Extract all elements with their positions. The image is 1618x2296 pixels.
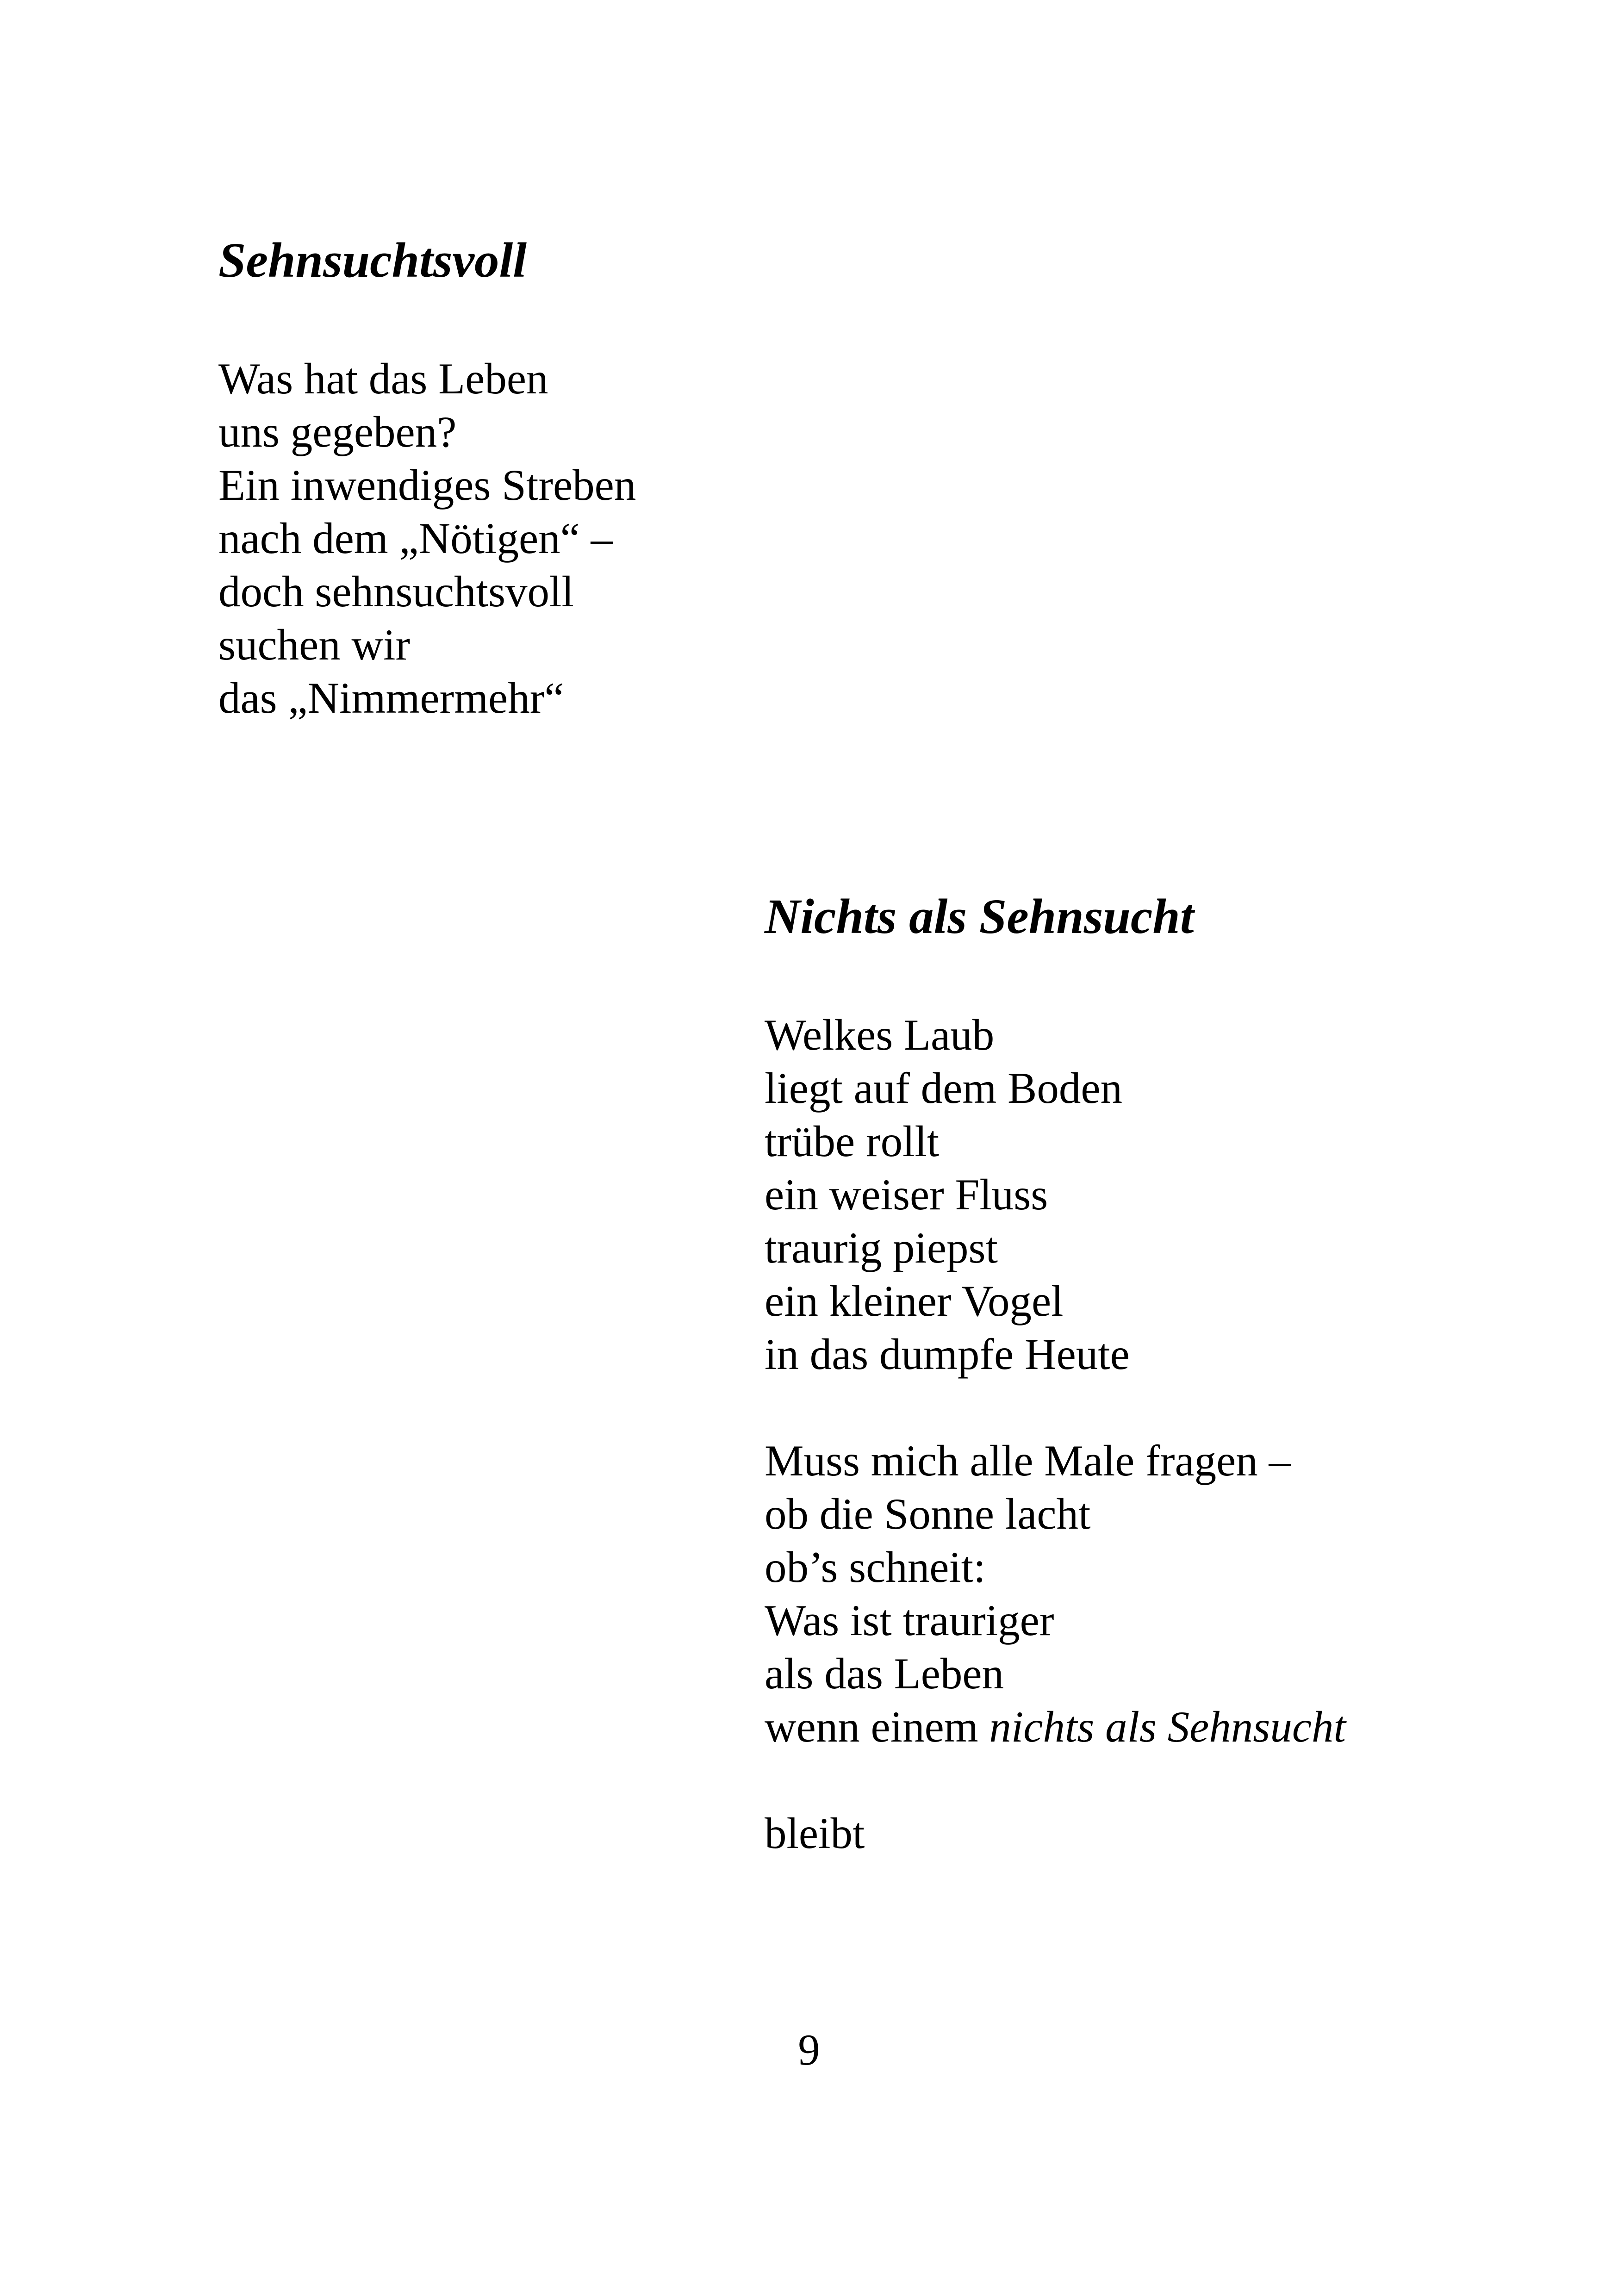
poem-title: Sehnsuchtsvoll (218, 233, 527, 288)
poem-line: Ein inwendiges Streben (218, 460, 636, 510)
poem-line: Was hat das Leben (218, 354, 548, 403)
poem-line: ob die Sonne lacht (765, 1489, 1091, 1538)
poem-line (765, 1700, 1346, 1754)
poem-line: als das Leben (765, 1649, 1004, 1698)
poem-line: das „Nimmermehr“ (218, 673, 564, 722)
poem-line: trübe rollt (765, 1117, 940, 1166)
stanza (765, 1807, 1346, 1860)
poem-line: traurig piepst (765, 1223, 998, 1272)
poem-line: doch sehnsuchtsvoll (218, 567, 574, 616)
poem-line: Welkes Laub (765, 1010, 995, 1059)
poem-line: ein kleiner Vogel (765, 1276, 1064, 1325)
page-number: 9 (798, 2025, 820, 2074)
poem-line: nach dem „Nötigen“ – (218, 514, 613, 563)
poem-line: ob’s schneit: (765, 1543, 986, 1592)
poem-line: Muss mich alle Male fragen – (765, 1436, 1291, 1485)
poem-line: ein weiser Fluss (765, 1170, 1048, 1219)
stanza (218, 352, 636, 725)
stanza (765, 1434, 1346, 1754)
poem-line: Was ist trauriger (765, 1596, 1054, 1645)
poem-sehnsuchtsvoll (218, 226, 636, 725)
emphasized-text: nichts als Sehnsucht (989, 1702, 1346, 1751)
poem-line: bleibt (765, 1809, 865, 1858)
poem-line-text: wenn einem (765, 1702, 989, 1751)
poem-nichts-als-sehnsucht (765, 882, 1346, 1860)
poem-line: uns gegeben? (218, 407, 457, 456)
poem-line: in das dumpfe Heute (765, 1330, 1130, 1379)
poem-line: suchen wir (218, 620, 411, 669)
stanza (765, 1008, 1346, 1381)
poem-title: Nichts als Sehnsucht (765, 890, 1194, 944)
poem-line: liegt auf dem Boden (765, 1064, 1122, 1113)
